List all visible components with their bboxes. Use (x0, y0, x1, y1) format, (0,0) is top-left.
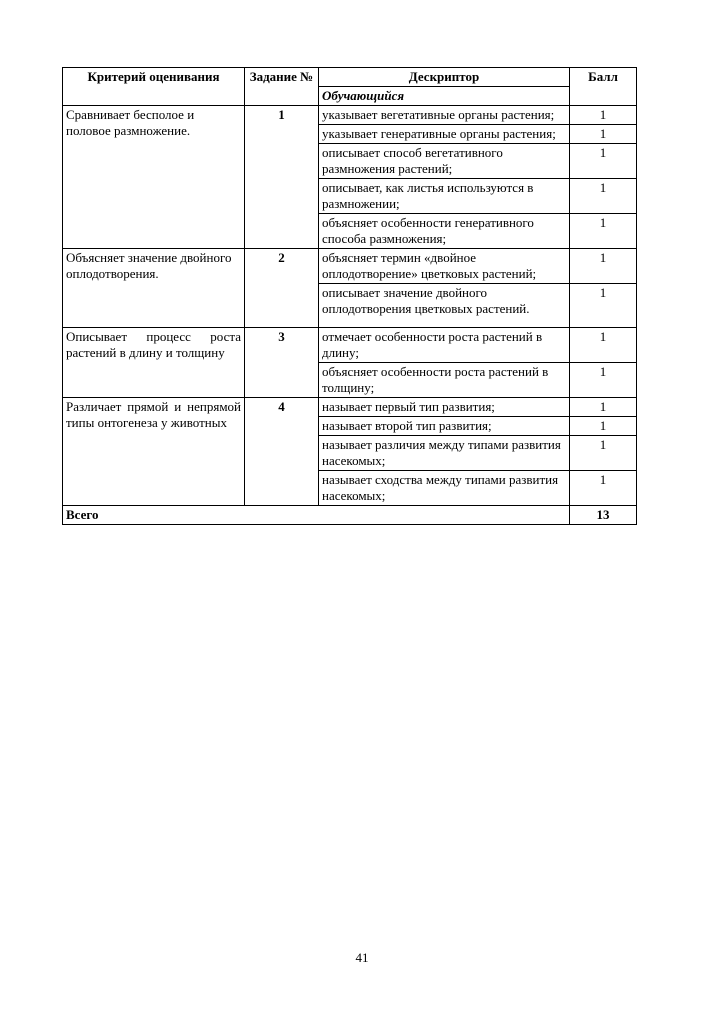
descriptor-cell: называет сходства между типами развития насекомых; (319, 471, 570, 506)
task-number: 4 (245, 398, 319, 506)
assessment-table (62, 67, 637, 525)
criterion-cell: Описывает процесс роста растений в длину и толщину (63, 328, 245, 398)
score-cell: 1 (570, 284, 637, 328)
score-cell: 1 (570, 144, 637, 179)
table-row (63, 398, 637, 417)
descriptor-cell: объясняет особенности генеративного способа размножения; (319, 214, 570, 249)
score-cell: 1 (570, 436, 637, 471)
descriptor-cell: называет первый тип развития; (319, 398, 570, 417)
score-cell: 1 (570, 363, 637, 398)
descriptor-cell: называет второй тип развития; (319, 417, 570, 436)
score-cell: 1 (570, 214, 637, 249)
header-descriptor: Дескриптор (319, 68, 570, 87)
header-descriptor-sub: Обучающийся (319, 87, 570, 106)
descriptor-cell: описывает способ вегетативного размножения растений; (319, 144, 570, 179)
descriptor-cell: называет различия между типами развития насекомых; (319, 436, 570, 471)
descriptor-cell: описывает, как листья используются в размножении; (319, 179, 570, 214)
task-number: 1 (245, 106, 319, 249)
descriptor-cell: описывает значение двойного оплодотворения цветковых растений. (319, 284, 570, 328)
score-cell: 1 (570, 125, 637, 144)
score-cell: 1 (570, 106, 637, 125)
header-task: Задание № (245, 68, 319, 106)
score-cell: 1 (570, 328, 637, 363)
table-row (63, 249, 637, 284)
descriptor-cell: отмечает особенности роста растений в длину; (319, 328, 570, 363)
table-row (63, 106, 637, 125)
descriptor-cell: объясняет термин «двойное оплодотворение» цветковых растений; (319, 249, 570, 284)
task-number: 3 (245, 328, 319, 398)
table-row (63, 328, 637, 363)
descriptor-cell: объясняет особенности роста растений в толщину; (319, 363, 570, 398)
header-score: Балл (570, 68, 637, 106)
score-cell: 1 (570, 249, 637, 284)
total-label: Всего (63, 506, 570, 525)
task-number: 2 (245, 249, 319, 328)
criterion-cell: Объясняет значение двойного оплодотворения. (63, 249, 245, 328)
descriptor-cell: указывает вегетативные органы растения; (319, 106, 570, 125)
descriptor-cell: указывает генеративные органы растения; (319, 125, 570, 144)
criterion-cell: Различает прямой и непрямой типы онтогенеза у животных (63, 398, 245, 506)
score-cell: 1 (570, 417, 637, 436)
score-cell: 1 (570, 471, 637, 506)
score-cell: 1 (570, 179, 637, 214)
header-criterion: Критерий оценивания (63, 68, 245, 106)
total-row (63, 506, 637, 525)
page-number: 41 (355, 950, 369, 965)
header-row (63, 68, 637, 87)
total-value: 13 (570, 506, 637, 525)
score-cell: 1 (570, 398, 637, 417)
criterion-cell: Сравнивает бесполое и половое размножение. (63, 106, 245, 249)
